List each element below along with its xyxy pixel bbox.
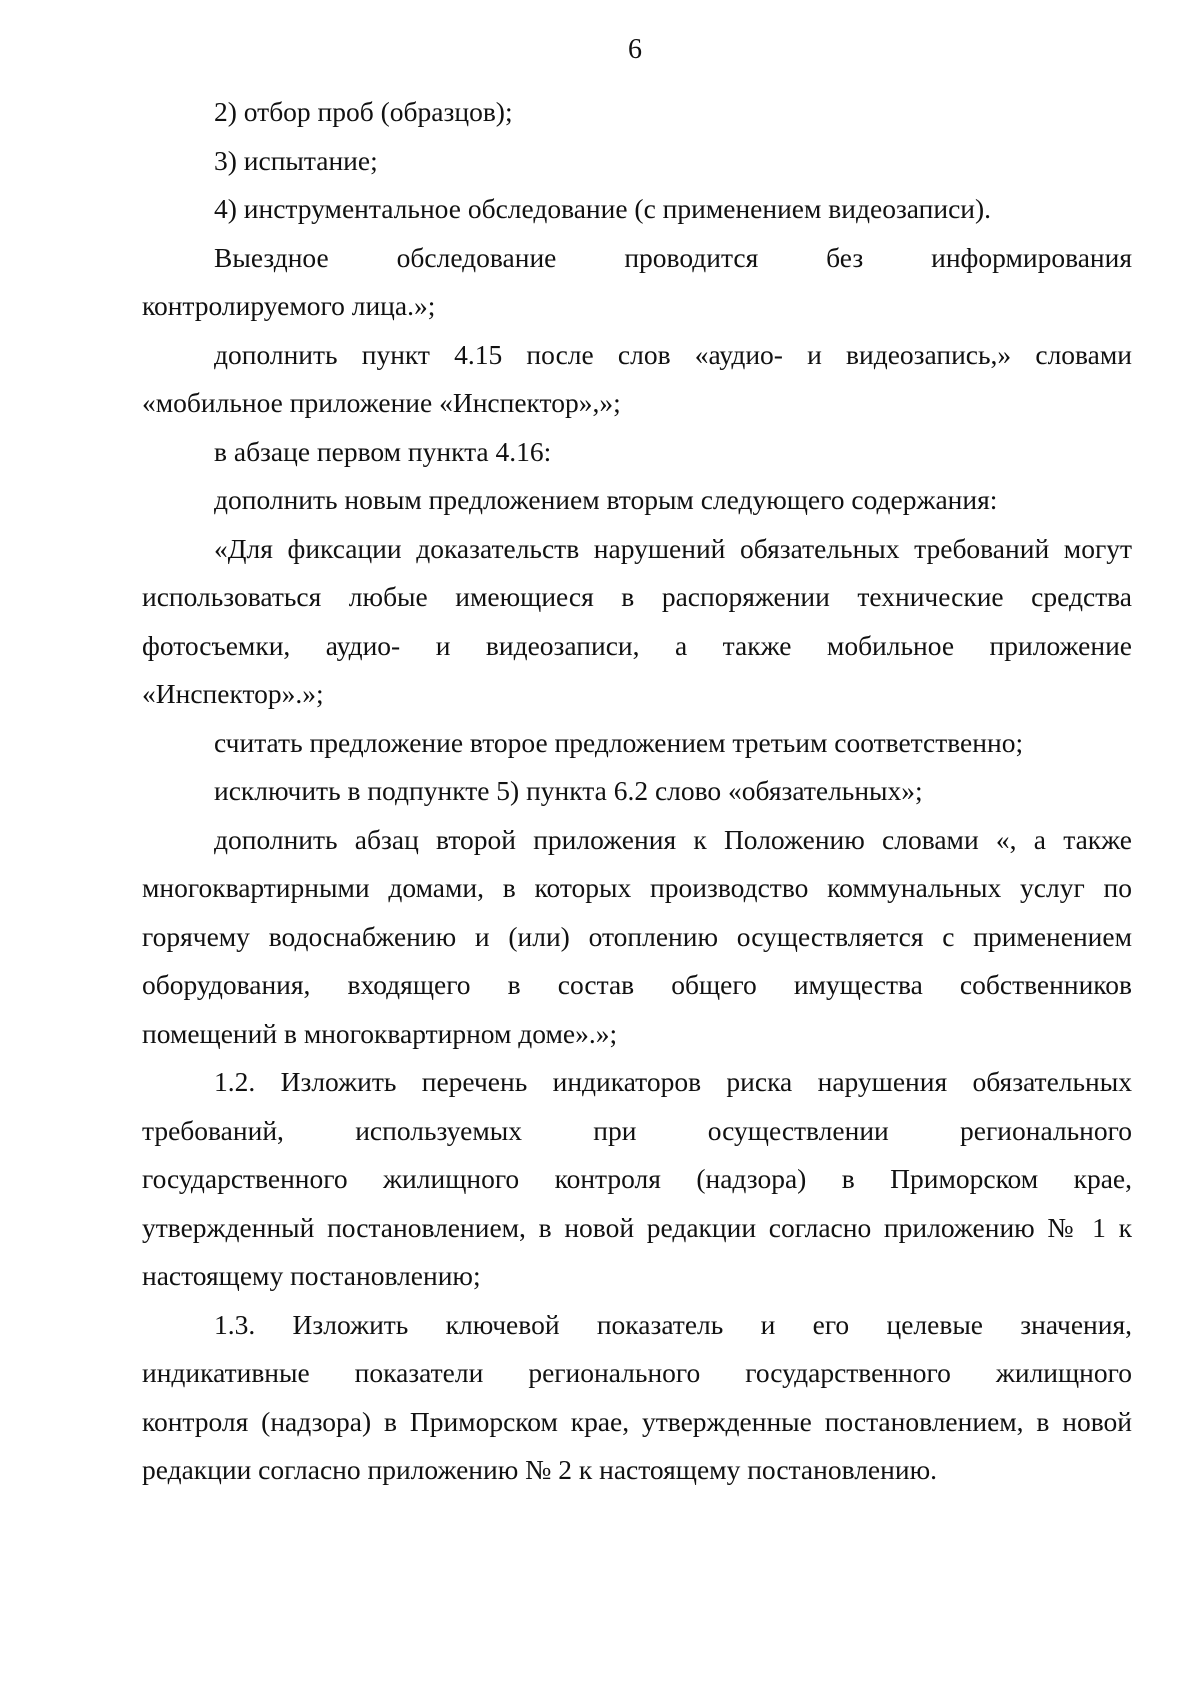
paragraph xyxy=(142,185,1132,234)
document-body xyxy=(142,88,1132,1495)
text-line: дополнить пункт 4.15 после слов «аудио- и видеозапись,» словами xyxy=(214,338,1132,370)
text-line: дополнить новым предложением вторым следующего содержания: xyxy=(214,484,998,515)
paragraph xyxy=(142,428,1132,477)
text-line: 1.2. Изложить перечень индикаторов риска нарушения обязательных xyxy=(214,1066,1132,1097)
text-line: фотосъемки, аудио- и видеозаписи, а также мобильное приложение xyxy=(142,629,1132,661)
text-line: «мобильное приложение «Инспектор»,»; xyxy=(142,387,621,418)
paragraph xyxy=(142,1301,1132,1495)
text-line: контроля (надзора) в Приморском крае, утвержденные постановлением, в новой xyxy=(142,1405,1132,1437)
page-number: 6 xyxy=(628,34,642,65)
text-line: государственного жилищного контроля (надзора) в Приморском крае, xyxy=(142,1163,1132,1194)
paragraph xyxy=(142,816,1132,1059)
text-line: индикативные показатели регионального государственного жилищного xyxy=(142,1357,1132,1388)
paragraph xyxy=(142,88,1132,137)
paragraph xyxy=(142,719,1132,768)
text-line: редакции согласно приложению № 2 к настоящему постановлению. xyxy=(142,1454,937,1485)
paragraph xyxy=(142,525,1132,719)
paragraph xyxy=(142,331,1132,428)
text-line: исключить в подпункте 5) пункта 6.2 слово «обязательных»; xyxy=(214,775,923,806)
text-line: Выездное обследование проводится без информирования xyxy=(214,241,1132,273)
paragraph xyxy=(142,1058,1132,1301)
text-line: 4) инструментальное обследование (с применением видеозаписи). xyxy=(214,193,992,224)
text-line: использоваться любые имеющиеся в распоряжении технические средства xyxy=(142,581,1132,612)
text-line: помещений в многоквартирном доме».»; xyxy=(142,1017,618,1049)
text-line: дополнить абзац второй приложения к Положению словами «, а также xyxy=(214,823,1132,855)
text-line: 2) отбор проб (образцов); xyxy=(214,96,513,127)
paragraph xyxy=(142,137,1132,186)
text-line: настоящему постановлению; xyxy=(142,1260,481,1291)
paragraph xyxy=(142,476,1132,525)
text-line: «Инспектор».»; xyxy=(142,678,324,709)
text-line: горячему водоснабжению и (или) отоплению осуществляется с применением xyxy=(142,920,1132,952)
text-line: требований, используемых при осуществлении регионального xyxy=(142,1114,1132,1146)
paragraph xyxy=(142,234,1132,331)
text-line: считать предложение второе предложением третьим соответственно; xyxy=(214,726,1024,758)
text-line: оборудования, входящего в состав общего имущества собственников xyxy=(142,969,1132,1000)
text-line: утвержденный постановлением, в новой редакции согласно приложению № 1 к xyxy=(142,1211,1132,1243)
text-line: «Для фиксации доказательств нарушений обязательных требований могут xyxy=(214,532,1132,564)
text-line: контролируемого лица.»; xyxy=(142,290,436,321)
text-line: в абзаце первом пункта 4.16: xyxy=(214,435,552,467)
text-line: 3) испытание; xyxy=(214,144,378,176)
text-line: многоквартирными домами, в которых производство коммунальных услуг по xyxy=(142,872,1132,903)
paragraph xyxy=(142,767,1132,816)
text-line: 1.3. Изложить ключевой показатель и его целевые значения, xyxy=(214,1308,1132,1340)
